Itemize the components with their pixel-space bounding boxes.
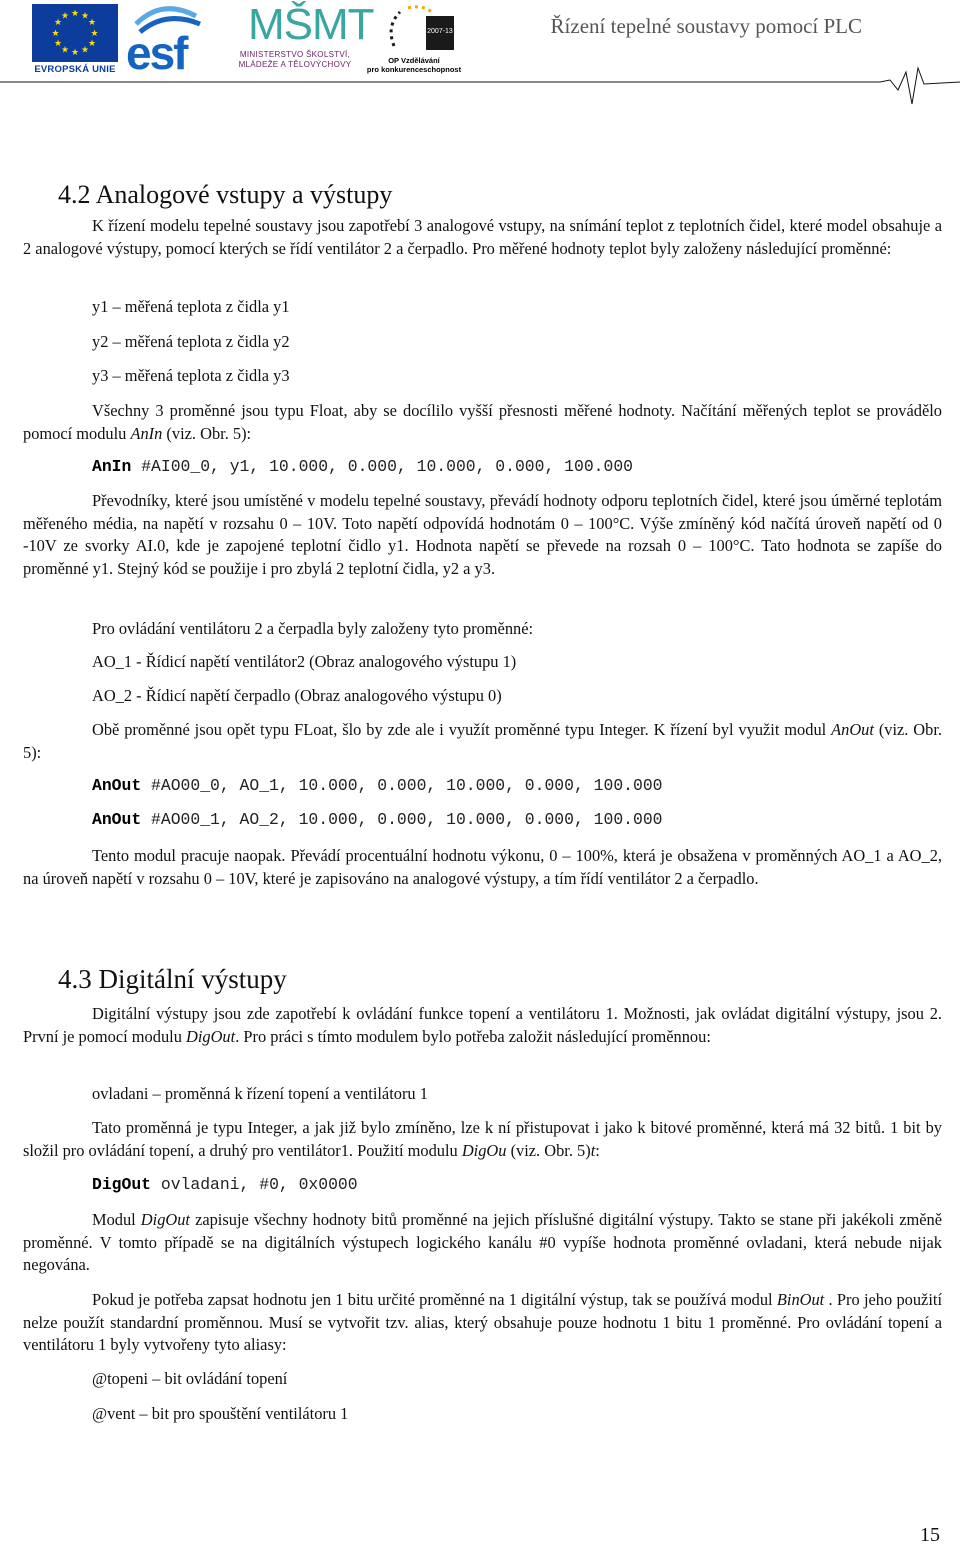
svg-text:★: ★ [60,11,70,22]
section-4-2-paragraph-5: Obě proměnné jsou opět typu FLoat, šlo by zde ale i využít proměnné typu Integer. K řízení byl využit modul AnOut (viz. Obr. 5): [23,720,942,762]
variable-ao1: AO_1 - Řídicí napětí ventilátor2 (Obraz analogového výstupu 1) [92,652,517,671]
variable-ao2: AO_2 - Řídicí napětí čerpadlo (Obraz analogového výstupu 0) [92,686,502,705]
svg-text:★: ★ [87,18,97,28]
code-keyword: AnIn [92,457,132,476]
section-4-3-paragraph-2: Tato proměnná je typu Integer, a jak již bylo zmíněno, lze k ní přistupovat i jako k bitové proměnné, která má 32 bitů. 1 bit by složil pro ovládání topení, a druhý pro ventilátor1. Použití modulu DigOu (viz. Obr. 5)t: [23,1118,942,1160]
section-4-2-paragraph-4: Pro ovládání ventilátoru 2 a čerpadla byly založeny tyto proměnné: [92,619,534,638]
header-pulse-line [0,60,960,110]
code-line-digout: DigOut ovladani, #0, 0x0000 [92,1175,358,1194]
section-4-3-paragraph-1: Digitální výstupy jsou zde zapotřebí k ovládání funkce topení a ventilátoru 1. Možnosti, jak ovládat digitální výstupy, jsou 2. První je pomocí modulu DigOut. Pro práci s tímto modulem bylo potřeba založit následující proměnnou: [23,1004,942,1046]
opvk-caption-1: OP Vzdělávání [388,56,440,65]
variable-ovladani: ovladani – proměnná k řízení topení a ventilátoru 1 [92,1084,428,1103]
module-name-digout: DigOut [140,1210,190,1229]
variable-y1: y1 – měřená teplota z čidla y1 [92,297,290,316]
svg-text:★: ★ [90,29,99,39]
eu-caption: EVROPSKÁ UNIE [34,64,116,75]
opvk-seal-text: 2007-13 [427,28,453,35]
section-4-2-paragraph-3: Převodníky, které jsou umístěné v modelu tepelné soustavy, převádí hodnoty odporu teplotních čidel, které jsou úměrné teplotám měřeného média, na napětí v rozsahu 0 – 10V. Toto napětí odpovídá hodnotám 0 – 100°C. Výše zmíněný kód načítá úroveň napětí od 0 -10V ze svorky AI.0, kde je zapojené teplotní čidlo y1. Hodnota napětí se převede na rozsah 0 – 100°C. Tato hodnota se zapíše do proměnné y1. Stejný kód se použije i pro zbylá 2 teplotní čidla, y2 a y3. [23,491,942,578]
svg-text:★: ★ [53,18,63,28]
code-line-anin: AnIn #AI00_0, y1, 10.000, 0.000, 10.000, 0.000, 100.000 [92,457,633,476]
code-line-anout-1: AnOut #AO00_0, AO_1, 10.000, 0.000, 10.000, 0.000, 100.000 [92,776,663,795]
variable-y2: y2 – měřená teplota z čidla y2 [92,332,290,351]
msmt-caption-2: MLÁDEŽE A TĚLOVÝCHOVY [238,60,352,69]
module-name-digou: DigOu [461,1140,507,1160]
page-number: 15 [920,1524,940,1546]
section-4-2-heading: 4.2 Analogové vstupy a výstupy [58,180,393,209]
variable-y3: y3 – měřená teplota z čidla y3 [92,366,290,385]
module-name-binout: BinOut [776,1290,825,1309]
header-title: Řízení tepelné soustavy pomocí PLC [550,14,862,38]
alias-vent: @vent – bit pro spouštění ventilátoru 1 [92,1404,349,1423]
code-keyword: AnOut [92,810,142,829]
svg-text:★: ★ [87,39,97,49]
svg-text:★: ★ [80,45,90,56]
section-4-2-paragraph-6: Tento modul pracuje naopak. Převádí procentuální hodnotu výkonu, 0 – 100%, která je obsažena v proměnných AO_1 a AO_2, na úroveň napětí v rozsahu 0 – 10V, které je zapisováno na analogové výstupy, a tím řídí ventilátor 2 a čerpadlo. [23,846,942,888]
svg-text:★: ★ [51,29,60,39]
section-4-3-heading: 4.3 Digitální výstupy [58,964,287,994]
esf-logo-text: esf [126,27,187,79]
module-name-anout: AnOut [831,720,874,739]
page-header [0,0,960,110]
svg-text:★: ★ [53,39,63,49]
msmt-logo-text: MŠMT [248,0,374,49]
eu-stars-icon [32,4,118,62]
section-4-3-paragraph-3: Modul DigOut zapisuje všechny hodnoty bitů proměnné na jejich příslušné digitální výstupy. Takto se stane při jakékoli změně proměnné. V tomto případě se na digitálních výstupech logického kanálu #0 vypíše hodnota proměnné ovladani, která nebude nijak negována. [23,1210,942,1274]
alias-topeni: @topeni – bit ovládání topení [92,1369,288,1388]
module-name-digout: DigOut [186,1026,236,1046]
code-keyword: AnOut [92,776,142,795]
section-4-2-paragraph-2: Všechny 3 proměnné jsou typu Float, aby se docílilo vyšší přesnosti měřené hodnoty. Načítání měřených teplot se provádělo pomocí modulu AnIn (viz. Obr. 5): [23,401,942,443]
svg-text:★: ★ [60,45,70,56]
code-keyword: DigOut [92,1175,152,1194]
svg-text:★: ★ [80,11,90,22]
section-4-3-paragraph-4: Pokud je potřeba zapsat hodnotu jen 1 bitu určité proměnné na 1 digitální výstup, tak se používá modul BinOut . Pro jeho použití nelze použít standardní proměnnou. Musí se vytvořit tzv. alias, který obsahuje pouze hodnotu 1 bitu 1 proměnné. Pro ovládání topení a ventilátoru 1 byly vytvořeny tyto aliasy: [23,1290,942,1354]
section-4-2-paragraph-1: K řízení modelu tepelné soustavy jsou zapotřebí 3 analogové vstupy, na snímání teplot z teplotních čidel, které model obsahuje a 2 analogové výstupy, pomocí kterých se řídí ventilátor 2 a čerpadlo. Pro měřené hodnoty teplot byly založeny následující proměnné: [23,216,942,258]
msmt-caption-1: MINISTERSTVO ŠKOLSTVÍ, [239,50,351,59]
module-name-anin: AnIn [130,423,163,443]
opvk-caption-2: pro konkurenceschopnost [366,65,462,74]
code-line-anout-2: AnOut #AO00_1, AO_2, 10.000, 0.000, 10.000, 0.000, 100.000 [92,810,663,829]
svg-text:★: ★ [70,48,80,58]
eu-flag-logo [32,4,118,62]
svg-text:★: ★ [70,9,80,19]
